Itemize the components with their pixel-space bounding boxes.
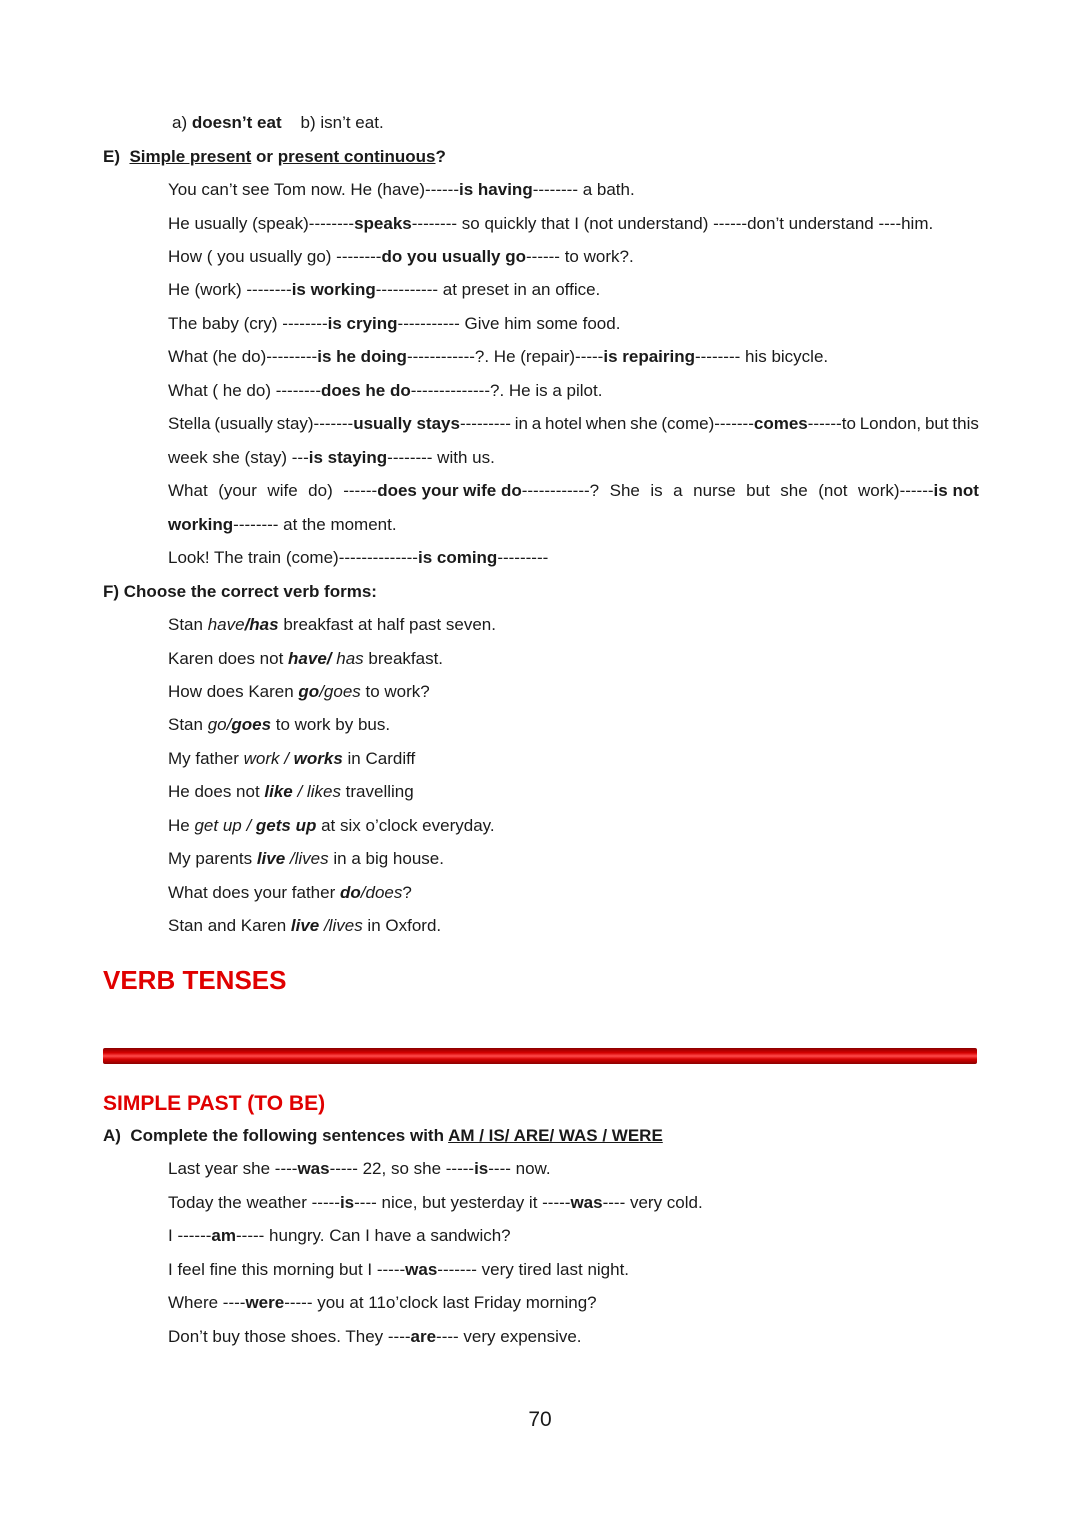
- exercise-line: What (he do)---------is he doing------------?. He (repair)-----is repairing-------- his bicycle.: [168, 347, 829, 366]
- chapter-title: VERB TENSES: [103, 965, 287, 995]
- exercise-line: Look! The train (come)--------------is coming---------: [168, 548, 549, 567]
- exercise-line: working-------- at the moment.: [168, 515, 397, 534]
- exercise-line: The baby (cry) --------is crying----------- Give him some food.: [168, 314, 621, 333]
- section-e-heading: E) Simple present or present continuous?: [103, 147, 446, 166]
- choice-line: Stan go/goes to work by bus.: [168, 715, 391, 734]
- choice-line: My father work / works in Cardiff: [168, 749, 416, 768]
- red-divider-bar: [103, 1048, 977, 1064]
- choice-line: My parents live /lives in a big house.: [168, 849, 444, 868]
- exercise-line: What ( he do) --------does he do--------------?. He is a pilot.: [168, 381, 603, 400]
- exercise-line-justified: What (your wife do) ------does your wife do------------? She is a nurse but she (not work)------is not: [168, 481, 979, 500]
- exercise-line: I feel fine this morning but I -----was------- very tired last night.: [168, 1260, 630, 1279]
- exercise-line: Last year she ----was----- 22, so she -----is---- now.: [168, 1159, 551, 1178]
- exercise-line: You can’t see Tom now. He (have)------is having-------- a bath.: [168, 180, 635, 199]
- option-a-answer: doesn’t eat: [191, 113, 282, 132]
- exercise-line: I ------am----- hungry. Can I have a sandwich?: [168, 1226, 511, 1245]
- choice-line: Stan and Karen live /lives in Oxford.: [168, 916, 442, 935]
- choice-line: How does Karen go/goes to work?: [168, 682, 430, 701]
- section-f-heading: F) Choose the correct verb forms:: [103, 582, 377, 601]
- answer-options: a) doesn’t eat b) isn’t eat.: [172, 113, 384, 132]
- exercise-line: Don’t buy those shoes. They ----are---- very expensive.: [168, 1327, 582, 1346]
- choice-line: He get up / gets up at six o’clock everyday.: [168, 816, 495, 835]
- exercise-line: He usually (speak)--------speaks-------- so quickly that I (not understand) ------don’t understand ----him.: [168, 214, 934, 233]
- choice-line: He does not like / likes travelling: [168, 782, 414, 801]
- choice-line: What does your father do/does?: [168, 883, 412, 902]
- section-title: SIMPLE PAST (TO BE): [103, 1092, 326, 1115]
- choice-line: Karen does not have/ has breakfast.: [168, 649, 444, 668]
- choice-line: Stan have/has breakfast at half past seven.: [168, 615, 496, 634]
- exercise-line: He (work) --------is working----------- at preset in an office.: [168, 280, 601, 299]
- section-a-heading: A) Complete the following sentences with AM / IS/ ARE/ WAS / WERE: [103, 1126, 663, 1145]
- page-number: 70: [528, 1408, 552, 1431]
- exercise-line-justified: Stella (usually stay)-------usually stays--------- in a hotel when she (come)-------comes------to London, but this: [168, 414, 979, 433]
- exercise-line: week she (stay) ---is staying-------- with us.: [168, 448, 495, 467]
- exercise-line: Today the weather -----is---- nice, but yesterday it -----was---- very cold.: [168, 1193, 703, 1212]
- exercise-line: How ( you usually go) --------do you usually go------ to work?.: [168, 247, 634, 266]
- exercise-line: Where ----were----- you at 11o’clock last Friday morning?: [168, 1293, 597, 1312]
